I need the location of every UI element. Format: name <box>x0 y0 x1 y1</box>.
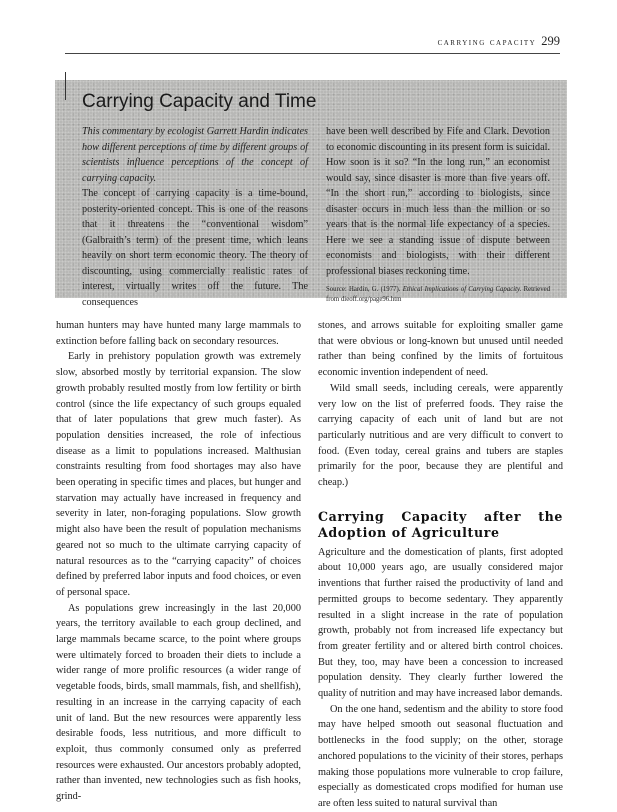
source-suffix: Retrieved from dieoff.org/page96.htm <box>326 286 551 303</box>
sidebar-paragraph: The concept of carrying capacity is a time-bound, posterity-oriented concept. This is one of the reasons that it threatens the “conventional wisdom” (Galbraith’s term) of the present time, which leans heavily on short term economic theory. The theory of discounting, using commercially realistic rates of interest, virtually writes off the future. The consequences <box>82 188 308 308</box>
body-paragraph: As populations grew increasingly in the last 20,000 years, the territory available to each group declined, and large mammals became scarce, to the point where groups were ultimately forced to broaden their diets to include a wider range of more prolific resources (a wider range of vegetable foods, birds, small mammals, fish, and shellfish), resulting in an increase in the carrying capacity of each unit of land. But the new resources were apparently less desirable foods, less nutritious, and more difficult to exploit, thus commonly consumed only as preferred resources were exhausted. Our ancestors probably adopted, rather than invented, new technologies such as fish hooks, grind- <box>56 602 301 803</box>
left-column <box>56 318 301 805</box>
body-paragraph: Agriculture and the domestication of plants, first adopted about 10,000 years ago, are usually considered major inventions that further raised the productivity of land and permitted groups to become sedentary. They apparently resulted in a slight increase in the rate of population growth, probably not from increased life expectancy but from greater fertility and or altered birth control choices. But they, too, may have been a concession to increased population density. They clearly further lowered the quality of nutrition and may have increased labor demands. <box>318 546 563 700</box>
sidebar-intro: This commentary by ecologist Garrett Hardin indicates how different perceptions of time by different groups of scientists influence perceptions of the concept of carrying capacity. <box>82 126 308 184</box>
sidebar-right-column <box>326 124 550 305</box>
body-paragraph: Early in prehistory population growth was extremely slow, absorbed mostly by territorial expansion. The slow growth probably resulted mostly from low fertility or birth control (since the life expectancy of such groups equaled that of later populations that grew much faster). As population densities increased, the role of infectious disease as a limit to populations increased. Malthusian constraints resulting from food shortages may also have been operating in specific times and places, but hunger and starvation may actually have increased in frequency and severity in later, non-foraging populations. Slow growth might also have been the result of population mechanisms geared not so much to the ultimate carrying capacity of natural resources as to the “carrying capacity” of choices defined by preferred labor inputs and food choices, or even of personal space. <box>56 351 301 598</box>
sidebar-paragraph: have been well described by Fife and Clark. Devotion to economic discounting in its present form is suicidal. How soon is it so? “In the long run,” an economist would say, since disaster is more than five years off. “In the short run,” according to biologists, since disaster occurs in much less than the million or so years that is the normal life expectancy of a species. Here we see a standing issue of dispute between economists and biologists, with their different professional biases reckoning time. <box>326 126 550 277</box>
header-rule <box>65 53 560 54</box>
sidebar-title: Carrying Capacity and Time <box>82 91 317 112</box>
source-prefix: Source: Hardin, G. (1977). <box>326 286 403 293</box>
sidebar-vertical-rule <box>65 72 66 100</box>
body-paragraph: Wild small seeds, including cereals, were apparently very low on the list of preferred foods. They raise the carrying capacity of each unit of land but are not particularly nutritious and are very difficult to convert to food. (Even today, cereal grains and tubers are staples primarily for the poor, because they are plentiful and cheap.) <box>318 382 563 489</box>
sidebar-source <box>326 285 550 305</box>
body-paragraph: stones, and arrows suitable for exploiting smaller game that were obvious or long-known but unused until needed rather than being confined by the limits of fortuitous economic invention independent of need. <box>318 320 563 379</box>
running-head <box>438 34 560 49</box>
source-title: Ethical Implications of Carrying Capacity. <box>402 286 522 293</box>
sidebar-left-column <box>82 124 308 310</box>
sidebar-box <box>55 80 567 308</box>
page-number: 299 <box>541 34 560 48</box>
right-column <box>318 318 563 812</box>
running-head-title: carrying capacity <box>437 37 537 48</box>
body-paragraph: human hunters may have hunted many large mammals to extinction before falling back on secondary resources. <box>56 320 301 347</box>
body-paragraph: On the one hand, sedentism and the ability to store food may have helped smooth out seasonal fluctuation and bottlenecks in the food supply; on the other, storage anchored populations to the vicinity of their stores, perhaps making those populations more vulnerable to crop failure, especially as domesticated crops modified for human use are often less suited to natural survival than <box>318 703 563 809</box>
section-heading: Carrying Capacity after the Adoption of Agriculture <box>318 508 563 540</box>
